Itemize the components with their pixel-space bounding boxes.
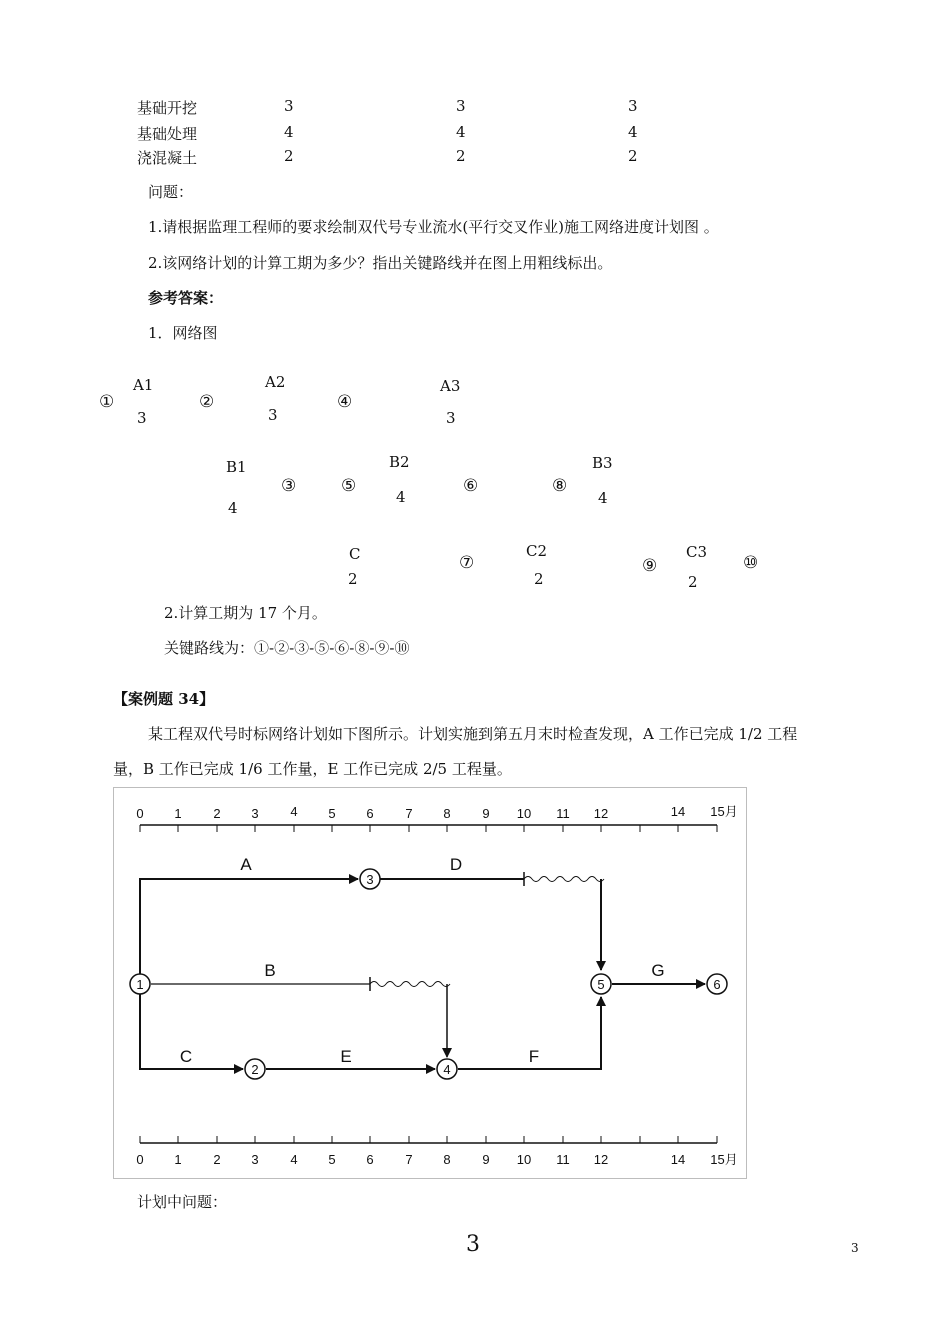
activity-label: B2 <box>389 453 410 471</box>
axis-tick-label: 4 <box>290 1152 298 1167</box>
network-node: ⑦ <box>459 553 475 573</box>
node-2 <box>245 1059 265 1079</box>
activity-duration: 3 <box>446 409 456 427</box>
activity-label: A1 <box>133 376 154 394</box>
node-6 <box>707 974 727 994</box>
activity-label: A2 <box>265 373 286 391</box>
table-cell: 4 <box>284 123 294 141</box>
node-3 <box>360 869 380 889</box>
axis-tick-label: 6 <box>366 1152 374 1167</box>
activity-duration: 2 <box>534 570 544 588</box>
top-axis-tick-labels <box>136 804 737 821</box>
axis-tick-label: 9 <box>482 1152 490 1167</box>
activity-label: D <box>449 855 463 874</box>
bottom-axis-tick-labels <box>136 1152 737 1167</box>
axis-tick-label: 7 <box>405 1152 413 1167</box>
timescale-network-figure <box>113 787 747 1179</box>
activity-duration: 4 <box>228 499 238 517</box>
axis-tick-label: 7 <box>405 806 413 821</box>
axis-tick-label: 2 <box>213 806 221 821</box>
axis-tick-label: 3 <box>251 806 259 821</box>
axis-tick-label: 8 <box>443 806 451 821</box>
axis-tick-label: 14 <box>670 804 686 819</box>
activity-duration: 3 <box>268 406 278 424</box>
table-cell: 4 <box>456 123 466 141</box>
activity-label: B3 <box>592 454 613 472</box>
axis-tick-label: 8 <box>443 1152 451 1167</box>
activity-a-arrow <box>140 879 358 974</box>
case-title: 【案例题 34】 <box>113 690 215 708</box>
axis-tick-label: 3 <box>251 1152 259 1167</box>
table-cell: 2 <box>628 147 638 165</box>
answer-label: 参考答案： <box>148 289 224 307</box>
axis-tick-label: 1 <box>174 806 182 821</box>
network-node: ⑩ <box>743 553 759 573</box>
case-body-line-1: 某工程双代号时标网络计划如下图所示。计划实施到第五月末时检查发现，A 工作已完成 1/2 工程 <box>148 725 798 743</box>
node-5 <box>591 974 611 994</box>
table-cell: 3 <box>456 97 466 115</box>
axis-tick-label: 1 <box>174 1152 182 1167</box>
network-node: ⑨ <box>642 556 658 576</box>
node-label: 4 <box>443 1062 451 1077</box>
network-node: ① <box>99 392 115 412</box>
activity-label: A <box>240 855 252 874</box>
timescale-network-svg <box>114 788 746 1178</box>
axis-tick-label: 2 <box>213 1152 221 1167</box>
axis-tick-label: 0 <box>136 1152 144 1167</box>
page-number-right: 3 <box>851 1241 859 1255</box>
activity-duration: 2 <box>688 573 698 591</box>
node-1 <box>130 974 150 994</box>
activity-duration: 2 <box>348 570 358 588</box>
activity-duration: 4 <box>598 489 608 507</box>
network-nodes <box>130 869 727 1079</box>
axis-tick-label: 4 <box>290 804 298 819</box>
activity-label: A3 <box>440 377 461 395</box>
activity-label: E <box>340 1047 352 1066</box>
case-body-line-2: 量，B 工作已完成 1/6 工作量，E 工作已完成 2/5 工程量。 <box>113 760 512 778</box>
network-node: ③ <box>281 476 297 496</box>
activity-label: G <box>651 961 665 980</box>
activity-label: F <box>528 1047 540 1066</box>
free-float-wave <box>524 877 604 882</box>
table-row-name: 浇混凝土 <box>137 149 198 167</box>
node-label: 5 <box>597 977 605 992</box>
node-label: 6 <box>713 977 721 992</box>
node-4 <box>437 1059 457 1079</box>
table-cell: 3 <box>284 97 294 115</box>
node-label: 3 <box>366 872 374 887</box>
network-node: ⑧ <box>552 476 568 496</box>
activity-label: C3 <box>686 543 708 561</box>
axis-tick-label: 10 <box>516 806 532 821</box>
node-label: 2 <box>251 1062 259 1077</box>
question-2: 2.该网络计划的计算工期为多少？指出关键路线并在图上用粗线标出。 <box>148 254 613 272</box>
table-row-name: 基础开挖 <box>137 99 198 117</box>
axis-tick-label: 5 <box>328 806 336 821</box>
activity-duration: 4 <box>396 488 406 506</box>
activity-label: B1 <box>226 458 247 476</box>
plan-question-label: 计划中问题： <box>137 1193 228 1211</box>
axis-tick-label: 0 <box>136 806 144 821</box>
table-cell: 2 <box>456 147 466 165</box>
questions-label: 问题： <box>148 183 194 201</box>
activity-label: C2 <box>526 542 548 560</box>
axis-tick-label: 11 <box>556 1152 570 1167</box>
page-number-center: 3 <box>466 1232 480 1257</box>
axis-tick-label: 6 <box>366 806 374 821</box>
activity-labels <box>180 855 665 1066</box>
axis-tick-label: 10 <box>516 1152 532 1167</box>
answer-1: 1．网络图 <box>148 324 218 342</box>
free-float-wave <box>370 982 450 987</box>
top-time-axis <box>140 825 717 832</box>
table-cell: 2 <box>284 147 294 165</box>
node-label: 1 <box>136 977 144 992</box>
table-cell: 4 <box>628 123 638 141</box>
activity-label: C <box>179 1047 193 1066</box>
table-cell: 3 <box>628 97 638 115</box>
axis-tick-label: 12 <box>593 806 609 821</box>
axis-tick-label: 12 <box>593 1152 609 1167</box>
axis-tick-label: 5 <box>328 1152 336 1167</box>
axis-tick-label: 15月 <box>710 804 738 819</box>
network-node: ④ <box>337 392 353 412</box>
axis-tick-label: 15月 <box>710 1152 738 1167</box>
activity-label: C <box>349 545 361 563</box>
activity-label: B <box>264 961 276 980</box>
activity-duration: 3 <box>137 409 147 427</box>
network-node: ② <box>199 392 215 412</box>
axis-tick-label: 14 <box>670 1152 686 1167</box>
network-node: ⑤ <box>341 476 357 496</box>
question-1: 1.请根据监理工程师的要求绘制双代号专业流水(平行交叉作业)施工网络进度计划图 。 <box>148 218 719 236</box>
axis-tick-label: 9 <box>482 806 490 821</box>
table-row-name: 基础处理 <box>137 125 198 143</box>
critical-path: 关键路线为：①-②-③-⑤-⑥-⑧-⑨-⑩ <box>164 639 410 657</box>
bottom-time-axis <box>140 1136 717 1143</box>
network-node: ⑥ <box>463 476 479 496</box>
answer-2: 2.计算工期为 17 个月。 <box>164 604 327 622</box>
axis-tick-label: 11 <box>556 806 570 821</box>
